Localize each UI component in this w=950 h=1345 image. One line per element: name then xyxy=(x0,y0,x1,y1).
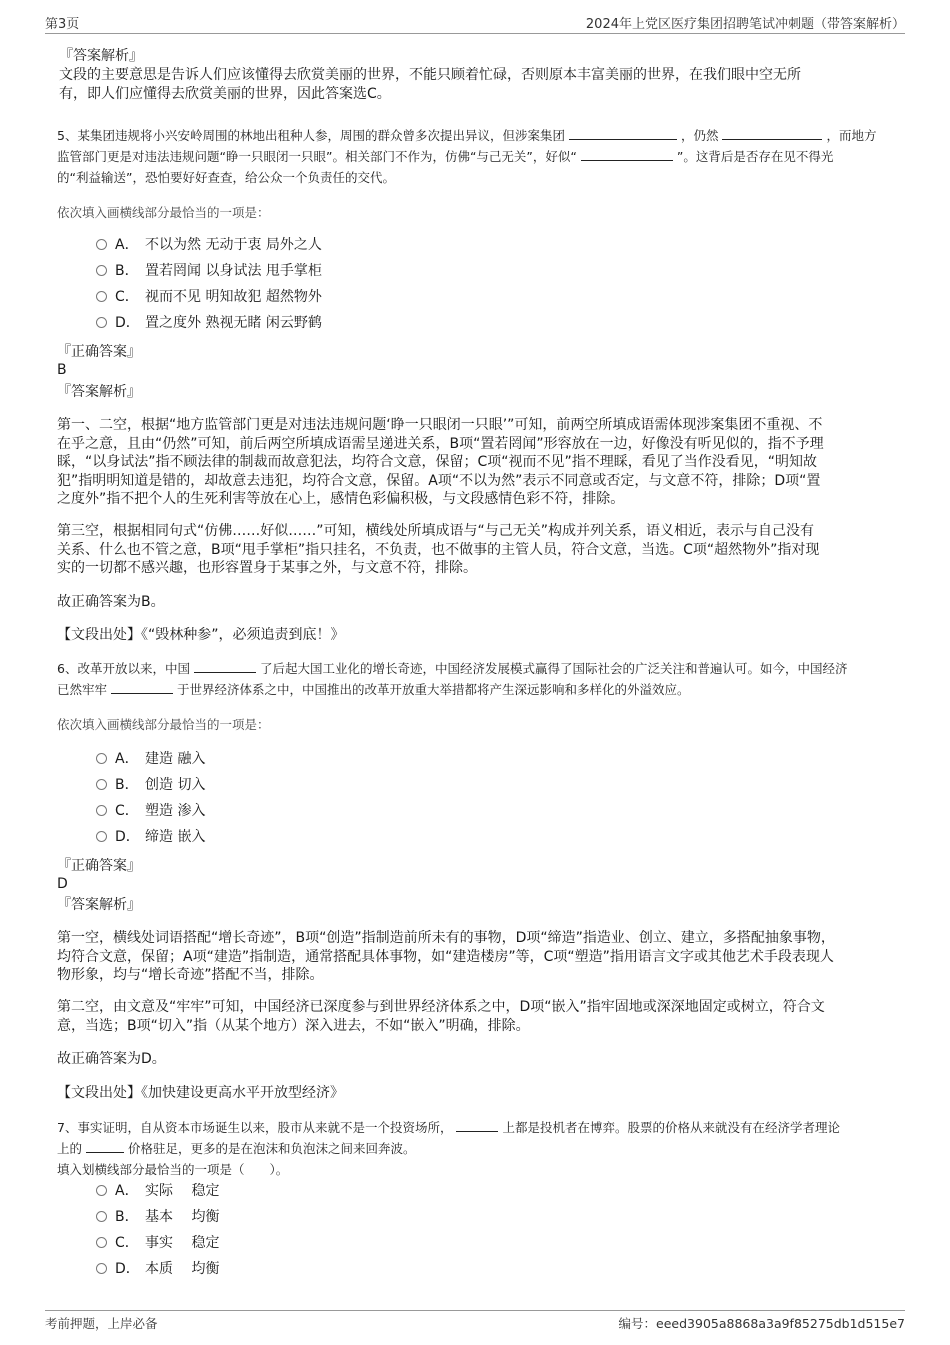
document-title: 2024年上党区医疗集团招聘笔试冲刺题（带答案解析） xyxy=(585,17,905,32)
blank xyxy=(722,125,822,140)
radio-icon[interactable] xyxy=(96,779,107,790)
q5-option-c[interactable]: C． 视而不见 明知故犯 超然物外 xyxy=(96,286,322,308)
page-number: 第3页 xyxy=(45,17,80,32)
blank xyxy=(86,1138,124,1153)
document-code: 编号：eeed3905a8868a3a9f85275db1d515e7 xyxy=(618,1316,905,1331)
radio-icon[interactable] xyxy=(96,1263,107,1274)
q4-analysis-text: 文段的主要意思是告诉人们应该懂得去欣赏美丽的世界，不能只顾着忙碌，否则原本丰富美丽的世界，在我们眼中空无所 有，即人们应懂得去欣赏美丽的世界，因此答案选C。 xyxy=(59,67,801,102)
q5-correct-label: 『正确答案』 xyxy=(57,344,141,360)
radio-icon[interactable] xyxy=(96,291,107,302)
radio-icon[interactable] xyxy=(96,265,107,276)
q5-analysis-p2: 第三空，根据相同句式“仿佛……好似……”可知，横线处所填成语与“与己无关”构成并列关系，语义相近，表示与自己没有 关系、什么也不管之意，B项“甩手掌柜”指只挂名，不负责，也不做事的主管人员，符合文意，当选。C项“超然物外”指对现 实的一切都不感兴趣，也形容置身于某事之外，与文意不符，排除。 xyxy=(57,523,820,576)
radio-icon[interactable] xyxy=(96,831,107,842)
q5-conclusion: 故正确答案为B。 xyxy=(57,594,165,610)
q5-source: 【文段出处】《“毁林种参”，必须追责到底！》 xyxy=(57,627,345,643)
q6-analysis-p1: 第一空，横线处词语搭配“增长奇迹”，B项“创造”指制造前所未有的事物，D项“缔造”指造业、创立、建立，多搭配抽象事物， 均符合文意，保留；A项“建造”指制造，通常搭配具体事物，如“建造楼房”等，C项“塑造”指用语言文字或其他艺术手段表现人 物形象，均与“增长奇迹”搭配不当，排除。 xyxy=(57,930,835,983)
q6-analysis-label: 『答案解析』 xyxy=(57,897,141,913)
q6-option-a[interactable]: A． 建造 融入 xyxy=(96,748,205,770)
q7-stem: 7、事实证明，自从资本市场诞生以来，股市从来就不是一个投资场所， 上都是投机者在博弈。股票的价格从来就没有在经济学者理论 上的 价格驻足，更多的是在泡沫和负泡沫之间来回奔波。 填入划横线部分最恰当的一项是（ ）。 xyxy=(57,1117,897,1180)
blank xyxy=(456,1117,498,1132)
radio-icon[interactable] xyxy=(96,239,107,250)
q6-prompt: 依次填入画横线部分最恰当的一项是： xyxy=(57,717,270,732)
q6-stem: 6、改革开放以来，中国 了后起大国工业化的增长奇迹，中国经济发展模式赢得了国际社会的广泛关注和普遍认可。如今，中国经济 已然牢牢 于世界经济体系之中，中国推出的改革开放重大举措都将产生深远影响和多样化的外溢效应。 xyxy=(57,658,897,700)
q6-option-c[interactable]: C． 塑造 渗入 xyxy=(96,800,205,822)
q6-correct-answer: D xyxy=(57,876,68,892)
q5-analysis-label: 『答案解析』 xyxy=(57,384,141,400)
q5-option-a[interactable]: A． 不以为然 无动于衷 局外之人 xyxy=(96,234,322,256)
q5-option-b[interactable]: B． 置若罔闻 以身试法 甩手掌柜 xyxy=(96,260,322,282)
q6-correct-label: 『正确答案』 xyxy=(57,858,141,874)
header-divider xyxy=(45,33,905,34)
q7-option-c[interactable]: C． 事实 稳定 xyxy=(96,1232,219,1254)
q6-source: 【文段出处】《加快建设更高水平开放型经济》 xyxy=(57,1085,344,1101)
blank xyxy=(569,125,677,140)
q7-option-d[interactable]: D． 本质 均衡 xyxy=(96,1258,219,1280)
blank xyxy=(194,658,256,673)
q7-option-b[interactable]: B． 基本 均衡 xyxy=(96,1206,219,1228)
radio-icon[interactable] xyxy=(96,1185,107,1196)
q6-conclusion: 故正确答案为D。 xyxy=(57,1051,166,1067)
q5-stem: 5、某集团违规将小兴安岭周围的林地出租种人参，周围的群众曾多次提出异议，但涉案集团 ，仍然 ，而地方 监管部门更是对违法违规问题“睁一只眼闭一只眼”。相关部门不作为，仿佛“与己无关”，好似“ ”。这背后是否存在见不得光 的“利益输送”，恐怕要好好查查，给公众一个负责任的交代。 xyxy=(57,125,897,188)
radio-icon[interactable] xyxy=(96,805,107,816)
q6-analysis-p2: 第二空，由文意及“牢牢”可知，中国经济已深度参与到世界经济体系之中，D项“嵌入”指牢固地或深深地固定或树立，符合文 意，当选；B项“切入”指（从某个地方）深入进去，不如“嵌入”明确，排除。 xyxy=(57,999,825,1034)
footer-divider xyxy=(45,1310,905,1311)
radio-icon[interactable] xyxy=(96,1211,107,1222)
footer-slogan: 考前押题，上岸必备 xyxy=(45,1316,158,1331)
q5-analysis-p1: 第一、二空，根据“地方监管部门更是对违法违规问题‘睁一只眼闭一只眼’”可知，前两空所填成语需体现涉案集团不重视、不 在乎之意，且由“仍然”可知，前后两空所填成语需呈递进关系，B项“置若罔闻”形容放在一边，好像没有听见似的，指不予理 睬，“以身试法”指不顾法律的制裁而故意犯法，均符合文意，保留；C项“视而不见”指不理睬，看见了当作没看见，“明知故 犯”指明明知道是错的，却故意去违犯，均符合文意，保留。A项“不以为然”表示不同意或否定，与文意不符，排除；D项“置 之度外”指不把个人的生死利害等放在心上，感情色彩偏积极，与文段感情色彩不符，排除。 xyxy=(57,417,824,507)
blank xyxy=(111,679,173,694)
q5-correct-answer: B xyxy=(57,362,67,378)
q6-option-b[interactable]: B． 创造 切入 xyxy=(96,774,205,796)
q5-option-d[interactable]: D． 置之度外 熟视无睹 闲云野鹤 xyxy=(96,312,322,334)
blank xyxy=(581,146,673,161)
q7-option-a[interactable]: A． 实际 稳定 xyxy=(96,1180,219,1202)
q5-prompt: 依次填入画横线部分最恰当的一项是： xyxy=(57,205,270,220)
radio-icon[interactable] xyxy=(96,1237,107,1248)
q4-analysis-label: 『答案解析』 xyxy=(59,48,143,64)
radio-icon[interactable] xyxy=(96,317,107,328)
radio-icon[interactable] xyxy=(96,753,107,764)
q6-option-d[interactable]: D． 缔造 嵌入 xyxy=(96,826,205,848)
